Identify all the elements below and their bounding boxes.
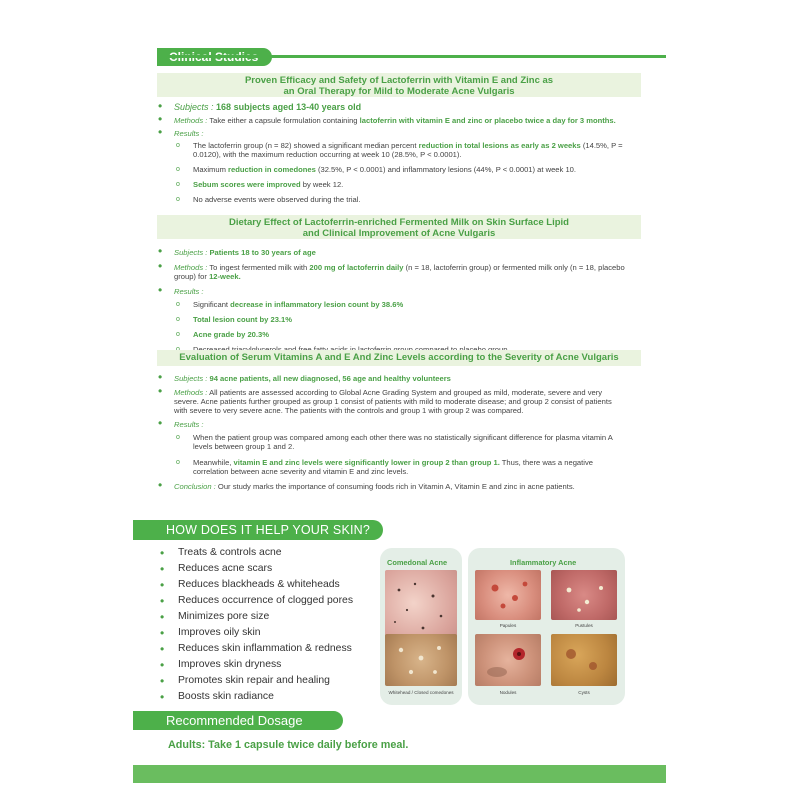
benefits-list [160,545,380,705]
study1-title [157,73,641,97]
benefit-item: • Reduces occurrence of clogged pores [160,593,380,609]
result-text: Maximum [193,165,226,174]
result-text: No adverse events were observed during the trial. [193,195,361,204]
footer-bar [133,765,666,783]
dosage-text: Adults: Take 1 capsule twice daily before meal. [168,739,409,751]
study1-result-2 [157,165,627,174]
study1-result-3 [157,180,627,189]
results-label: Results : [174,420,204,429]
study3-title-line: Evaluation of Serum Vitamins A and E And Zinc Levels according to the Severity of Acne Vulgaris [179,352,619,363]
methods-highlight: 200 mg of lactoferrin daily [309,263,404,272]
benefit-item: • Boosts skin radiance [160,689,380,705]
study3-conclusion [157,482,627,491]
benefit-item: • Improves oily skin [160,625,380,641]
subjects-value: 94 acne patients, all new diagnosed, 56 age and healthy volunteers [209,374,451,383]
help-heading: HOW DOES IT HELP YOUR SKIN? [133,520,383,540]
benefit-item: • Promotes skin repair and healing [160,673,380,689]
result-text: The lactoferrin group (n = 82) showed a significant median percent [193,141,417,150]
result-text: Meanwhile, [193,458,232,467]
benefit-item: • Minimizes pore size [160,609,380,625]
benefit-item: • Reduces blackheads & whiteheads [160,577,380,593]
pustules-caption: Pustules [575,623,593,628]
results-label: Results : [174,129,204,138]
result-highlight: Total lesion count by 23.1% [193,315,293,324]
nodules-caption: Nodules [499,690,517,695]
benefit-item: • Reduces acne scars [160,561,380,577]
study3-body [157,374,627,495]
nodules-photo [475,634,541,686]
study1-title-line1: Proven Efficacy and Safety of Lactoferrin with Vitamin E and Zinc as [244,75,554,86]
study2-title-line2: and Clinical Improvement of Acne Vulgaris [302,228,496,239]
subjects-label: Subjects : [174,248,208,257]
inflammatory-acne-title: Inflammatory Acne [510,558,577,567]
study1-methods [157,116,627,125]
result-text: (32.5%, P < 0.0001) and inflammatory lesions (44%, P < 0.0001) at week 10. [317,165,576,174]
study1-body [157,102,627,210]
methods-label: Methods : [174,116,208,125]
study2-result-2 [157,315,627,324]
methods-label: Methods : [174,388,208,397]
methods-highlight: lactoferrin with vitamin E and zinc or placebo twice a day for 3 months. [359,116,616,125]
study1-result-4 [157,195,627,204]
study1-title-line2: an Oral Therapy for Mild to Moderate Acne Vulgaris [283,86,515,97]
study3-title [157,350,641,366]
subjects-label: Subjects : [174,102,214,112]
methods-text: To ingest fermented milk with [209,263,308,272]
study2-result-3 [157,330,627,339]
result-text: (14.5%, P = 0.0120), with the maximum reduction occurring at week 10 (28.5%, P < 0.0001). [193,141,623,159]
inflammatory-acne-panel [468,548,625,705]
study2-result-1 [157,300,627,309]
study2-title [157,215,641,239]
subjects-label: Subjects : [174,374,208,383]
methods-label: Methods : [174,263,208,272]
methods-text: (n = 18, lactoferrin group) or fermented milk only (n = 18, placebo group) for [174,263,625,281]
result-text: Significant [193,300,229,309]
result-highlight: vitamin E and zinc levels were significantly lower in group 2 than group 1. [233,458,500,467]
study2-results [157,287,627,296]
study3-methods [157,388,627,415]
results-label: Results : [174,287,204,296]
methods-text: Take either a capsule formulation containing [209,116,358,125]
cysts-caption: Cysts [578,690,590,695]
papules-photo [475,570,541,620]
study1-results [157,129,627,138]
study2-subjects [157,248,627,257]
result-highlight: Acne grade by 20.3% [193,330,269,339]
benefit-item: • Reduces skin inflammation & redness [160,641,380,657]
result-highlight: Sebum scores were improved [193,180,301,189]
result-highlight: reduction in comedones [228,165,316,174]
conclusion-text: Our study marks the importance of consuming foods rich in Vitamin A, Vitamin E and zinc in acne patients. [217,482,575,491]
study3-result-2 [157,458,627,476]
comedonal-acne-title: Comedonal Acne [387,558,448,567]
result-text: by week 12. [302,180,344,189]
benefit-item: • Improves skin dryness [160,657,380,673]
result-highlight: decrease in inflammatory lesion count by 38.6% [230,300,404,309]
whitehead-photo [385,634,457,686]
study1-subjects [157,102,627,112]
result-text: Thus, there was a negative correlation between acne severity and vitamin E and zinc levels. [193,458,593,476]
result-highlight: reduction in total lesions as early as 2 weeks [418,141,581,150]
study2-title-line1: Dietary Effect of Lactoferrin-enriched Fermented Milk on Skin Surface Lipid [229,217,569,228]
subjects-value: 168 subjects aged 13-40 years old [216,102,362,112]
dosage-heading: Recommended Dosage [133,711,343,730]
study3-subjects [157,374,627,383]
methods-text: All patients are assessed according to Global Acne Grading System and grouped as mild, moderate, severe and very severe. Acne patients further grouped as group 1 consist of patients with mild to moderate disease; and group 2 consist of patients with severe to very severe acne. The patients with the controls and group 1 with group 2 was compared. [174,388,612,415]
study2-methods [157,263,627,281]
methods-highlight: 12-week. [209,272,241,281]
clinical-studies-rule [157,55,666,58]
pustules-photo [551,570,617,620]
result-text: When the patient group was compared among each other there was no statistically significant difference for plasma vitamin A levels between group 1 and 2. [193,433,613,451]
benefit-item: • Treats & controls acne [160,545,380,561]
pustules-illustration [551,570,617,620]
papules-illustration [475,570,541,620]
nodules-illustration [475,634,541,686]
cysts-photo [551,634,617,686]
study3-result-1 [157,433,627,451]
subjects-value: Patients 18 to 30 years of age [209,248,316,257]
study3-results [157,420,627,429]
whitehead-caption: Whitehead / Closed comedones [388,690,454,695]
papules-caption: Papules [499,623,517,628]
whitehead-illustration [385,634,457,686]
study1-result-1 [157,141,627,159]
conclusion-label: Conclusion : [174,482,216,491]
cysts-illustration [551,634,617,686]
study2-body [157,248,627,360]
